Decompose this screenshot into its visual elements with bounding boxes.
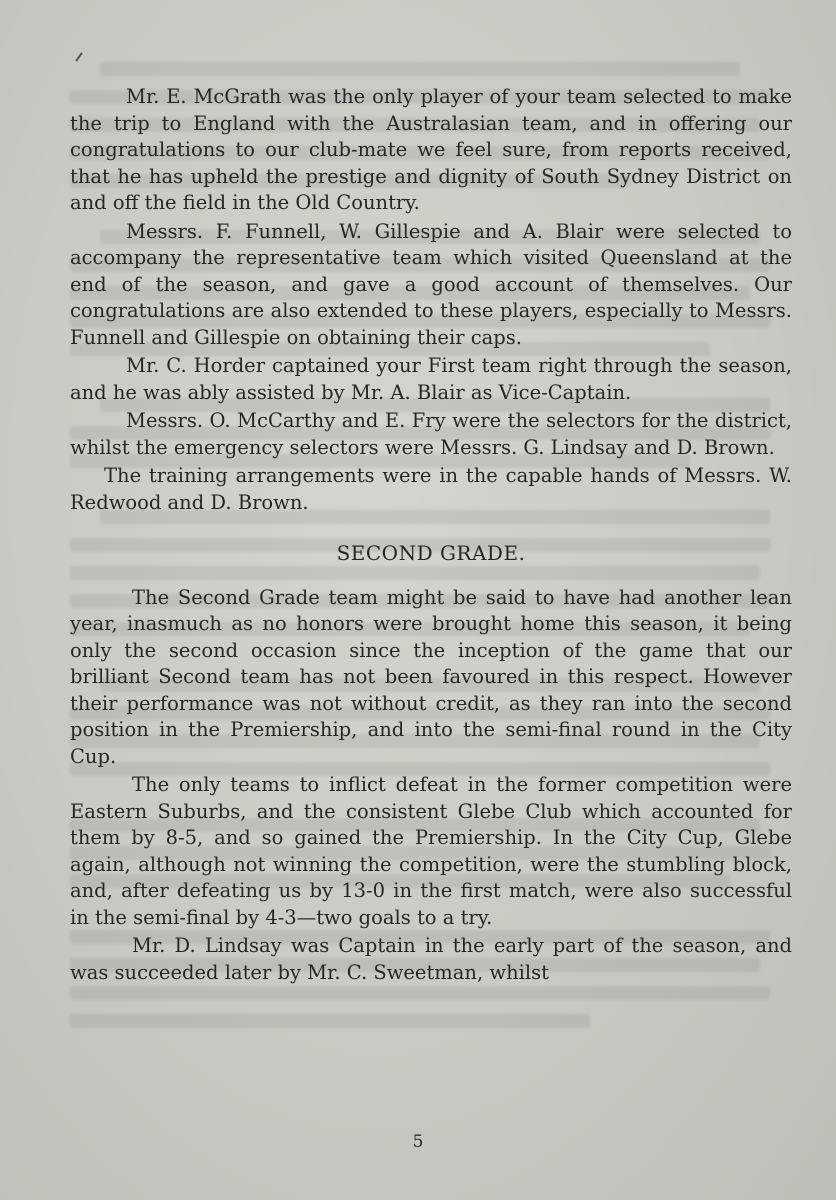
page-number: 5 [412,1132,424,1152]
section-heading: SECOND GRADE. [336,541,526,565]
paragraph-selectors: Messrs. O. McCarthy and E. Fry were the selectors for the district, whilst the emergency selectors were Messrs. G. Lindsay and D. Brown. [70,409,792,459]
body-text [70,84,792,988]
paragraph-defeats: The only teams to inflict defeat in the former competition were Eastern Suburbs, and the consistent Glebe Club which accounted for them by 8-5, and so gained the Premiership. In the City Cup, Glebe again, although not winning the competition, were the stumbling block, and, after defeating us by 13-0 in the first match, were also successful in the semi-final by 4-3—two goals to a try. [70,773,792,929]
paragraph-mcgrath: Mr. E. McGrath was the only player of your team selected to make the trip to England with the Australasian team, and in offering our congratulations to our club-mate we feel sure, from reports received, that he has upheld the prestige and dignity of South Sydney District on and off the field in the Old Country. [70,85,792,214]
paragraph-funnell-gillespie-blair: Messrs. F. Funnell, W. Gillespie and A. Blair were selected to accompany the representative team which visited Queensland at the end of the season, and gave a good account of themselves. Our congratulations are also extended to these players, especially to Messrs. Funnell and Gillespie on obtaining their caps. [70,219,792,349]
paragraph-horder-captain: Mr. C. Horder captained your First team right through the season, and he was ably assisted by Mr. A. Blair as Vice-Captain. [70,354,792,404]
paragraph-lindsay-captain: Mr. D. Lindsay was Captain in the early part of the season, and was succeeded later by Mr. C. Sweetman, whilst [70,934,792,984]
paragraph-training: The training arrangements were in the capable hands of Messrs. W. Redwood and D. Brown. [70,464,792,514]
paragraph-second-grade-summary: The Second Grade team might be said to have had another lean year, inasmuch as no honors were brought home this season, it being only the second occasion since the inception of the game that our brilliant Second team has not been favoured in this respect. However their performance was not without credit, as they ran into the second position in the Premiership, and into the semi-final round in the City Cup. [70,585,792,768]
